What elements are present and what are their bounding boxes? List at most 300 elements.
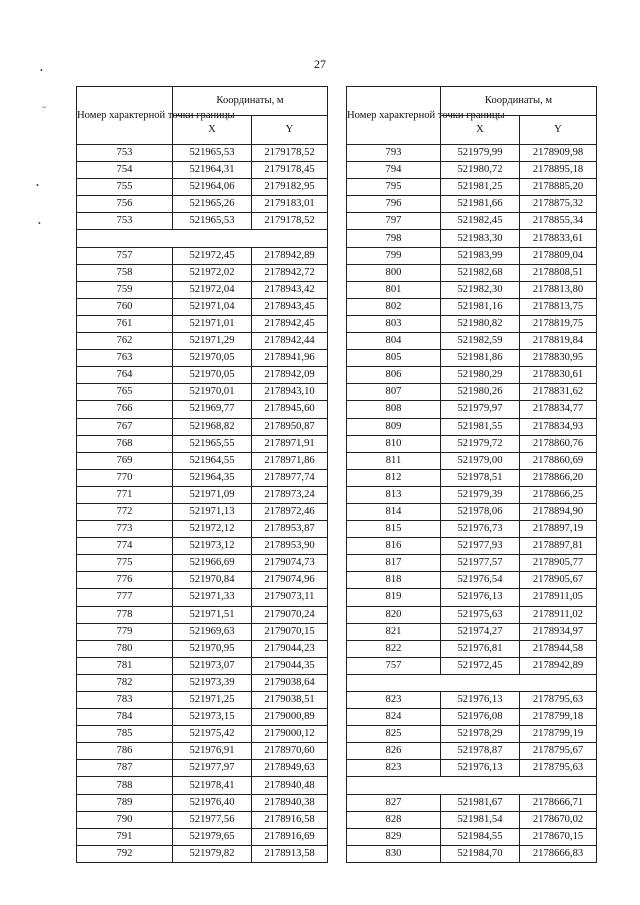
point-number-cell: 818 <box>347 572 441 589</box>
x-cell: 521980,26 <box>441 384 520 401</box>
x-cell: 521972,04 <box>173 281 252 298</box>
point-number-cell: 821 <box>347 623 441 640</box>
point-number-cell: 767 <box>77 418 173 435</box>
point-number-cell: 794 <box>347 162 441 179</box>
point-number-cell: 775 <box>77 555 173 572</box>
table-row <box>347 196 597 213</box>
point-number-cell: 784 <box>77 709 173 726</box>
point-number-cell: 826 <box>347 743 441 760</box>
y-cell: 2178830,61 <box>520 367 597 384</box>
point-number-cell: 762 <box>77 333 173 350</box>
x-cell: 521979,72 <box>441 435 520 452</box>
point-number-cell: 815 <box>347 521 441 538</box>
table-row <box>347 247 597 264</box>
y-cell: 2178813,75 <box>520 298 597 315</box>
table-row <box>347 435 597 452</box>
point-number-cell: 773 <box>77 521 173 538</box>
x-cell: 521971,25 <box>173 692 252 709</box>
table-row <box>77 640 328 657</box>
y-cell: 2178819,75 <box>520 315 597 332</box>
point-number-cell: 781 <box>77 657 173 674</box>
x-cell: 521964,06 <box>173 179 252 196</box>
point-number-cell: 759 <box>77 281 173 298</box>
table-row <box>347 692 597 709</box>
table-row <box>347 350 597 367</box>
y-cell: 2179182,95 <box>252 179 328 196</box>
x-cell: 521979,97 <box>441 401 520 418</box>
point-number-cell: 820 <box>347 606 441 623</box>
table-row <box>77 435 328 452</box>
separator-cell <box>347 777 597 794</box>
y-cell: 2178942,45 <box>252 315 328 332</box>
table-row <box>347 452 597 469</box>
point-number-cell: 822 <box>347 640 441 657</box>
table-row <box>347 213 597 230</box>
y-cell: 2178943,45 <box>252 298 328 315</box>
table-row <box>347 503 597 520</box>
y-cell: 2178795,67 <box>520 743 597 760</box>
x-cell: 521976,13 <box>441 760 520 777</box>
y-cell: 2178795,63 <box>520 760 597 777</box>
x-cell: 521968,82 <box>173 418 252 435</box>
x-cell: 521973,39 <box>173 674 252 691</box>
point-number-cell: 787 <box>77 760 173 777</box>
y-cell: 2178972,46 <box>252 503 328 520</box>
x-cell: 521979,82 <box>173 845 252 862</box>
x-cell: 521966,69 <box>173 555 252 572</box>
x-cell: 521977,93 <box>441 538 520 555</box>
x-cell: 521982,68 <box>441 264 520 281</box>
table-row <box>77 555 328 572</box>
table-row <box>347 333 597 350</box>
x-cell: 521979,39 <box>441 486 520 503</box>
table-row <box>77 521 328 538</box>
x-cell: 521982,45 <box>441 213 520 230</box>
y-cell: 2178942,09 <box>252 367 328 384</box>
point-number-cell: 792 <box>77 845 173 862</box>
table-row <box>347 145 597 162</box>
x-cell: 521977,56 <box>173 811 252 828</box>
table-row <box>77 264 328 281</box>
y-cell: 2178909,98 <box>520 145 597 162</box>
table-row <box>77 845 328 862</box>
point-number-cell: 806 <box>347 367 441 384</box>
point-number-cell: 803 <box>347 315 441 332</box>
point-number-cell: 816 <box>347 538 441 555</box>
x-cell: 521970,01 <box>173 384 252 401</box>
point-number-cell: 785 <box>77 726 173 743</box>
table-row <box>77 452 328 469</box>
table-row <box>347 589 597 606</box>
coordinates-table-left <box>76 86 328 863</box>
table-row <box>347 264 597 281</box>
table-row <box>77 281 328 298</box>
table-row <box>347 162 597 179</box>
x-cell: 521981,66 <box>441 196 520 213</box>
header-coordinates: Координаты, м <box>441 87 597 116</box>
y-cell: 2178905,67 <box>520 572 597 589</box>
x-cell: 521964,55 <box>173 452 252 469</box>
point-number-cell: 813 <box>347 486 441 503</box>
y-cell: 2178943,10 <box>252 384 328 401</box>
x-cell: 521980,82 <box>441 315 520 332</box>
table-row <box>347 657 597 674</box>
header-x: X <box>441 116 520 145</box>
x-cell: 521980,29 <box>441 367 520 384</box>
y-cell: 2178866,20 <box>520 469 597 486</box>
point-number-cell: 786 <box>77 743 173 760</box>
table-row <box>77 572 328 589</box>
y-cell: 2178894,90 <box>520 503 597 520</box>
x-cell: 521971,09 <box>173 486 252 503</box>
point-number-cell: 793 <box>347 145 441 162</box>
table-row <box>77 828 328 845</box>
y-cell: 2178809,04 <box>520 247 597 264</box>
y-cell: 2178831,62 <box>520 384 597 401</box>
point-number-cell: 811 <box>347 452 441 469</box>
table-row <box>77 538 328 555</box>
table-row <box>347 845 597 862</box>
y-cell: 2178799,18 <box>520 709 597 726</box>
y-cell: 2178897,19 <box>520 521 597 538</box>
y-cell: 2178977,74 <box>252 469 328 486</box>
scan-mark: ~ <box>42 103 47 112</box>
point-number-cell: 823 <box>347 692 441 709</box>
y-cell: 2178916,58 <box>252 811 328 828</box>
table-row <box>77 657 328 674</box>
point-number-cell: 777 <box>77 589 173 606</box>
y-cell: 2178944,58 <box>520 640 597 657</box>
x-cell: 521979,99 <box>441 145 520 162</box>
x-cell: 521969,77 <box>173 401 252 418</box>
x-cell: 521972,12 <box>173 521 252 538</box>
point-number-cell: 796 <box>347 196 441 213</box>
table-row <box>77 606 328 623</box>
table-row <box>347 743 597 760</box>
x-cell: 521965,55 <box>173 435 252 452</box>
x-cell: 521976,81 <box>441 640 520 657</box>
coordinates-table-right <box>346 86 597 863</box>
y-cell: 2178942,44 <box>252 333 328 350</box>
y-cell: 2179038,64 <box>252 674 328 691</box>
y-cell: 2178885,20 <box>520 179 597 196</box>
table-row <box>347 794 597 811</box>
table-row <box>77 589 328 606</box>
point-number-cell: 802 <box>347 298 441 315</box>
table-row <box>347 367 597 384</box>
point-number-cell: 764 <box>77 367 173 384</box>
y-cell: 2178942,89 <box>520 657 597 674</box>
x-cell: 521975,42 <box>173 726 252 743</box>
y-cell: 2178971,91 <box>252 435 328 452</box>
table-row <box>77 469 328 486</box>
table-row <box>347 418 597 435</box>
point-number-cell: 776 <box>77 572 173 589</box>
scan-mark: • <box>36 181 39 190</box>
point-number-cell: 757 <box>347 657 441 674</box>
table-row <box>77 315 328 332</box>
header-y: Y <box>520 116 597 145</box>
x-cell: 521971,01 <box>173 315 252 332</box>
x-cell: 521965,53 <box>173 213 252 230</box>
y-cell: 2178971,86 <box>252 452 328 469</box>
point-number-cell: 804 <box>347 333 441 350</box>
y-cell: 2178943,42 <box>252 281 328 298</box>
point-number-cell: 800 <box>347 264 441 281</box>
table-row <box>347 555 597 572</box>
x-cell: 521964,31 <box>173 162 252 179</box>
y-cell: 2179044,23 <box>252 640 328 657</box>
y-cell: 2179070,15 <box>252 623 328 640</box>
x-cell: 521970,05 <box>173 350 252 367</box>
x-cell: 521972,45 <box>441 657 520 674</box>
y-cell: 2179044,35 <box>252 657 328 674</box>
table-row <box>77 145 328 162</box>
y-cell: 2178834,77 <box>520 401 597 418</box>
x-cell: 521978,06 <box>441 503 520 520</box>
x-cell: 521978,29 <box>441 726 520 743</box>
y-cell: 2179183,01 <box>252 196 328 213</box>
y-cell: 2179178,52 <box>252 213 328 230</box>
point-number-cell: 754 <box>77 162 173 179</box>
point-number-cell: 768 <box>77 435 173 452</box>
point-number-cell: 795 <box>347 179 441 196</box>
table-row <box>77 692 328 709</box>
y-cell: 2179074,73 <box>252 555 328 572</box>
table-row <box>77 401 328 418</box>
y-cell: 2178911,02 <box>520 606 597 623</box>
point-number-cell: 758 <box>77 264 173 281</box>
table-row <box>77 247 328 264</box>
x-cell: 521983,99 <box>441 247 520 264</box>
point-number-cell: 817 <box>347 555 441 572</box>
separator-row <box>347 674 597 691</box>
point-number-cell: 774 <box>77 538 173 555</box>
table-row <box>347 179 597 196</box>
point-number-cell: 769 <box>77 452 173 469</box>
point-number-cell: 799 <box>347 247 441 264</box>
table-row <box>77 743 328 760</box>
y-cell: 2178953,87 <box>252 521 328 538</box>
table-row <box>347 469 597 486</box>
table-row <box>347 726 597 743</box>
x-cell: 521982,30 <box>441 281 520 298</box>
x-cell: 521974,27 <box>441 623 520 640</box>
point-number-cell: 812 <box>347 469 441 486</box>
point-number-cell: 810 <box>347 435 441 452</box>
table-row <box>77 179 328 196</box>
y-cell: 2178860,69 <box>520 452 597 469</box>
point-number-cell: 805 <box>347 350 441 367</box>
table-row <box>77 486 328 503</box>
y-cell: 2178940,38 <box>252 794 328 811</box>
x-cell: 521971,33 <box>173 589 252 606</box>
x-cell: 521984,55 <box>441 828 520 845</box>
x-cell: 521981,54 <box>441 811 520 828</box>
y-cell: 2178942,89 <box>252 247 328 264</box>
x-cell: 521978,87 <box>441 743 520 760</box>
y-cell: 2178830,95 <box>520 350 597 367</box>
point-number-cell: 757 <box>77 247 173 264</box>
table-row <box>347 281 597 298</box>
x-cell: 521976,91 <box>173 743 252 760</box>
y-cell: 2178808,51 <box>520 264 597 281</box>
y-cell: 2178973,24 <box>252 486 328 503</box>
table-row <box>347 640 597 657</box>
y-cell: 2178670,15 <box>520 828 597 845</box>
x-cell: 521972,02 <box>173 264 252 281</box>
point-number-cell: 760 <box>77 298 173 315</box>
header-point-number: Номер характерной точки границы <box>77 87 173 145</box>
point-number-cell: 765 <box>77 384 173 401</box>
point-number-cell: 780 <box>77 640 173 657</box>
x-cell: 521971,13 <box>173 503 252 520</box>
point-number-cell: 829 <box>347 828 441 845</box>
table-row <box>347 521 597 538</box>
point-number-cell: 782 <box>77 674 173 691</box>
x-cell: 521976,54 <box>441 572 520 589</box>
x-cell: 521965,26 <box>173 196 252 213</box>
table-row <box>77 418 328 435</box>
point-number-cell: 823 <box>347 760 441 777</box>
table-row <box>77 350 328 367</box>
table-row <box>77 333 328 350</box>
table-row <box>77 811 328 828</box>
x-cell: 521981,86 <box>441 350 520 367</box>
table-row <box>347 623 597 640</box>
table-row <box>347 572 597 589</box>
x-cell: 521982,59 <box>441 333 520 350</box>
point-number-cell: 771 <box>77 486 173 503</box>
y-cell: 2178916,69 <box>252 828 328 845</box>
x-cell: 521980,72 <box>441 162 520 179</box>
point-number-cell: 824 <box>347 709 441 726</box>
point-number-cell: 827 <box>347 794 441 811</box>
x-cell: 521965,53 <box>173 145 252 162</box>
table-row <box>77 367 328 384</box>
y-cell: 2178833,61 <box>520 230 597 247</box>
x-cell: 521978,51 <box>441 469 520 486</box>
table-row <box>347 298 597 315</box>
scan-mark: • <box>38 219 41 228</box>
point-number-cell: 801 <box>347 281 441 298</box>
y-cell: 2178950,87 <box>252 418 328 435</box>
point-number-cell: 807 <box>347 384 441 401</box>
point-number-cell: 763 <box>77 350 173 367</box>
x-cell: 521979,00 <box>441 452 520 469</box>
table-row <box>77 162 328 179</box>
header-point-number: Номер характерной точки границы <box>347 87 441 145</box>
table-row <box>77 726 328 743</box>
point-number-cell: 778 <box>77 606 173 623</box>
table-row <box>77 623 328 640</box>
y-cell: 2179070,24 <box>252 606 328 623</box>
point-number-cell: 819 <box>347 589 441 606</box>
x-cell: 521971,51 <box>173 606 252 623</box>
table-row <box>347 315 597 332</box>
point-number-cell: 756 <box>77 196 173 213</box>
point-number-cell: 772 <box>77 503 173 520</box>
point-number-cell: 790 <box>77 811 173 828</box>
table-row <box>77 298 328 315</box>
y-cell: 2178875,32 <box>520 196 597 213</box>
point-number-cell: 753 <box>77 145 173 162</box>
x-cell: 521970,84 <box>173 572 252 589</box>
point-number-cell: 753 <box>77 213 173 230</box>
x-cell: 521976,08 <box>441 709 520 726</box>
point-number-cell: 766 <box>77 401 173 418</box>
x-cell: 521973,12 <box>173 538 252 555</box>
point-number-cell: 783 <box>77 692 173 709</box>
x-cell: 521984,70 <box>441 845 520 862</box>
point-number-cell: 788 <box>77 777 173 794</box>
point-number-cell: 770 <box>77 469 173 486</box>
x-cell: 521972,45 <box>173 247 252 264</box>
y-cell: 2179000,12 <box>252 726 328 743</box>
header-x: X <box>173 116 252 145</box>
y-cell: 2178813,80 <box>520 281 597 298</box>
separator-row <box>77 230 328 247</box>
separator-row <box>347 777 597 794</box>
x-cell: 521981,67 <box>441 794 520 811</box>
x-cell: 521976,13 <box>441 589 520 606</box>
page-number: 27 <box>314 57 326 71</box>
table-row <box>347 538 597 555</box>
table-row <box>77 777 328 794</box>
y-cell: 2178911,05 <box>520 589 597 606</box>
x-cell: 521983,30 <box>441 230 520 247</box>
point-number-cell: 755 <box>77 179 173 196</box>
y-cell: 2178834,93 <box>520 418 597 435</box>
point-number-cell: 814 <box>347 503 441 520</box>
y-cell: 2178934,97 <box>520 623 597 640</box>
y-cell: 2178905,77 <box>520 555 597 572</box>
x-cell: 521977,97 <box>173 760 252 777</box>
table-row <box>347 401 597 418</box>
x-cell: 521969,63 <box>173 623 252 640</box>
y-cell: 2178799,19 <box>520 726 597 743</box>
x-cell: 521973,15 <box>173 709 252 726</box>
x-cell: 521976,40 <box>173 794 252 811</box>
table-row <box>347 384 597 401</box>
y-cell: 2178897,81 <box>520 538 597 555</box>
x-cell: 521981,55 <box>441 418 520 435</box>
point-number-cell: 791 <box>77 828 173 845</box>
table-body <box>347 145 597 863</box>
table-row <box>347 828 597 845</box>
y-cell: 2178855,34 <box>520 213 597 230</box>
point-number-cell: 825 <box>347 726 441 743</box>
x-cell: 521981,16 <box>441 298 520 315</box>
point-number-cell: 798 <box>347 230 441 247</box>
x-cell: 521971,29 <box>173 333 252 350</box>
x-cell: 521976,13 <box>441 692 520 709</box>
header-coordinates: Координаты, м <box>173 87 328 116</box>
scan-mark: • <box>40 66 43 75</box>
y-cell: 2178913,58 <box>252 845 328 862</box>
table-row <box>77 503 328 520</box>
y-cell: 2178895,18 <box>520 162 597 179</box>
table-row <box>77 794 328 811</box>
y-cell: 2179073,11 <box>252 589 328 606</box>
y-cell: 2179000,89 <box>252 709 328 726</box>
separator-cell <box>77 230 328 247</box>
y-cell: 2178860,76 <box>520 435 597 452</box>
table-row <box>347 606 597 623</box>
point-number-cell: 779 <box>77 623 173 640</box>
table-row <box>347 230 597 247</box>
point-number-cell: 809 <box>347 418 441 435</box>
